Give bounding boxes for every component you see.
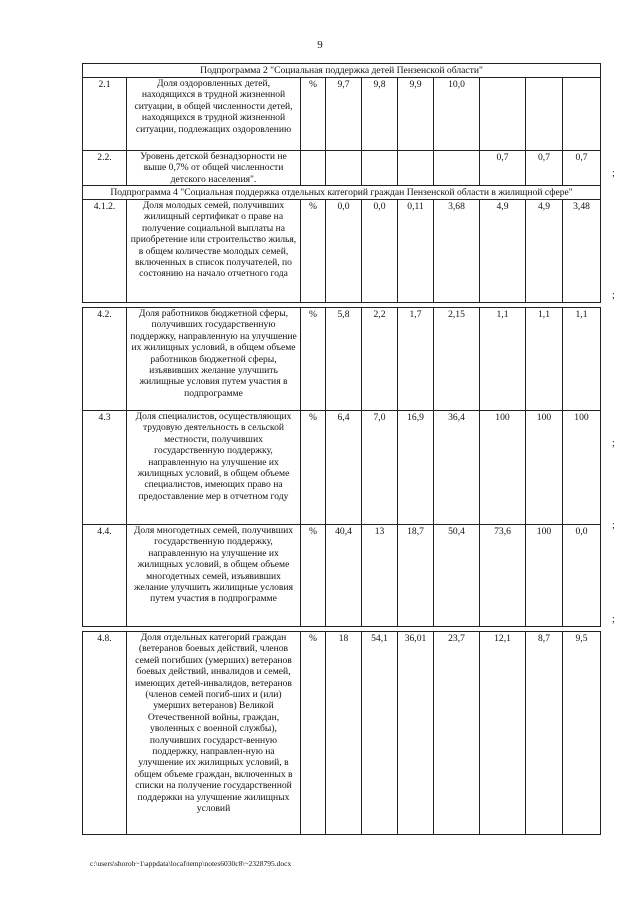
row-value: 54,1 xyxy=(362,632,398,835)
row-number: 4.3 xyxy=(83,411,127,525)
row-value: 10,0 xyxy=(434,78,480,151)
row-value: 73,6 xyxy=(480,525,526,627)
row-value: 1,1 xyxy=(526,308,563,411)
row-value: 5,8 xyxy=(326,308,362,411)
row-value: 1,1 xyxy=(480,308,526,411)
row-value: 100 xyxy=(563,411,601,525)
row-value: 1,1 xyxy=(563,308,601,411)
table-row xyxy=(83,411,601,525)
subprogram2-header: Подпрограмма 2 "Социальная поддержка детей Пензенской области" xyxy=(83,64,601,78)
row-value: 3,48 xyxy=(563,200,601,303)
row-value xyxy=(434,151,480,186)
row-unit: % xyxy=(301,525,326,627)
row-description: Доля многодетных семей, получивших государственную поддержку, направленную на улучшение их жилищных условий, в общем объеме многодетных семей, изъявивших желание улучшить жилищные условия путем участия в подпрограмме xyxy=(127,525,301,627)
row-value xyxy=(563,78,601,151)
row-value: 36,01 xyxy=(398,632,434,835)
row-value: 9,9 xyxy=(398,78,434,151)
row-value xyxy=(398,151,434,186)
row-value: 0,0 xyxy=(326,200,362,303)
row-value: 7,0 xyxy=(362,411,398,525)
table-row xyxy=(83,200,601,303)
row-description: Доля специалистов, осуществляющих трудовую деятельность в сельской местности, получивших государственную поддержку, направленную на улучшение их жилищных условий, в общем объеме специалистов, имеющих право на предоставление мер в отчетном году xyxy=(127,411,301,525)
row-number: 2.2. xyxy=(83,151,127,186)
row-description: Уровень детской безнадзорности не выше 0,7% от общей численности детского населения". xyxy=(127,151,301,186)
table-row xyxy=(83,308,601,411)
row-value: 16,9 xyxy=(398,411,434,525)
row-description: Доля работников бюджетной сферы, получивших государственную поддержку, направленную на улучшение их жилищных условий, в общем объеме работников бюджетной сферы, изъявивших желание улучшить жилищные условия путем участия в подпрограмме xyxy=(127,308,301,411)
row-unit: % xyxy=(301,632,326,835)
row-value xyxy=(362,151,398,186)
row-value: 18 xyxy=(326,632,362,835)
semicolon-mark: ; xyxy=(612,290,615,301)
row-unit: % xyxy=(301,411,326,525)
semicolon-mark: ; xyxy=(612,438,615,449)
subprogram2-table xyxy=(82,63,601,186)
row-number: 4.8. xyxy=(83,632,127,835)
row-description: Доля отдельных категорий граждан (ветеранов боевых действий, членов семей погибших (умерших) ветеранов боевых действий, инвалидов и семей, имеющих детей-инвалидов, ветеранов (членов семей погиб-ших и (или) умерших ветеранов) Великой Отечественной войны, граждан, уволенных с военной службы), получивших государст-венную поддержку, направлен-ную на улучшение их жилищных условий, в общем объеме граждан, включенных в списки на получение государственной поддержки на улучшение жилищных условий xyxy=(127,632,301,835)
row-value: 100 xyxy=(480,411,526,525)
semicolon-mark: ; xyxy=(612,168,615,179)
row-value: 2,15 xyxy=(434,308,480,411)
row-value: 9,7 xyxy=(326,78,362,151)
row-value: 6,4 xyxy=(326,411,362,525)
subprogram4-table xyxy=(82,185,601,303)
row-value: 9,5 xyxy=(563,632,601,835)
file-path-footer: c:\users\shoroh~1\appdata\local\temp\notes6030c8\~2328795.docx xyxy=(90,859,292,868)
row-value: 9,8 xyxy=(362,78,398,151)
row-unit xyxy=(301,151,326,186)
row-value: 23,7 xyxy=(434,632,480,835)
row-value: 8,7 xyxy=(526,632,563,835)
row-value: 4,9 xyxy=(526,200,563,303)
row-unit: % xyxy=(301,200,326,303)
row-unit: % xyxy=(301,308,326,411)
semicolon-mark: ; xyxy=(612,614,615,625)
row-value: 0,0 xyxy=(563,525,601,627)
row-value: 18,7 xyxy=(398,525,434,627)
subprogram4-table-continued xyxy=(82,307,601,627)
subprogram4-header: Подпрограмма 4 "Социальная поддержка отдельных категорий граждан Пензенской области в жилищной сфере" xyxy=(83,186,601,200)
row-value: 36,4 xyxy=(434,411,480,525)
row-value: 0,7 xyxy=(480,151,526,186)
row-value: 13 xyxy=(362,525,398,627)
row-value xyxy=(526,78,563,151)
row-description: Доля оздоровленных детей, находящихся в трудной жизненной ситуации, в общей численности детей, находящихся в трудной жизненной ситуации, подлежащих оздоровлению xyxy=(127,78,301,151)
table-row xyxy=(83,525,601,627)
row-value xyxy=(480,78,526,151)
page-number: 9 xyxy=(317,39,323,51)
row-number: 4.4. xyxy=(83,525,127,627)
table-row xyxy=(83,632,601,835)
row-number: 2.1 xyxy=(83,78,127,151)
row-value: 12,1 xyxy=(480,632,526,835)
row-value: 0,7 xyxy=(526,151,563,186)
row-value: 100 xyxy=(526,525,563,627)
row-number: 4.2. xyxy=(83,308,127,411)
row-value: 0,0 xyxy=(362,200,398,303)
semicolon-mark: ; xyxy=(612,520,615,531)
row-description: Доля молодых семей, получивших жилищный сертификат о праве на получение социальной выплаты на приобретение или строительство жилья, в общем количестве молодых семей, включенных в список получателей, по состоянию на начало отчетного года xyxy=(127,200,301,303)
row-value: 1,7 xyxy=(398,308,434,411)
row-value: 0,7 xyxy=(563,151,601,186)
row-value: 0,11 xyxy=(398,200,434,303)
row-value: 4,9 xyxy=(480,200,526,303)
row-value xyxy=(326,151,362,186)
row-unit: % xyxy=(301,78,326,151)
row-number: 4.1.2. xyxy=(83,200,127,303)
row-value: 3,68 xyxy=(434,200,480,303)
subprogram4-table-final xyxy=(82,631,601,835)
row-value: 40,4 xyxy=(326,525,362,627)
row-value: 50,4 xyxy=(434,525,480,627)
row-value: 100 xyxy=(526,411,563,525)
row-value: 2,2 xyxy=(362,308,398,411)
table-row xyxy=(83,78,601,151)
table-row xyxy=(83,151,601,186)
